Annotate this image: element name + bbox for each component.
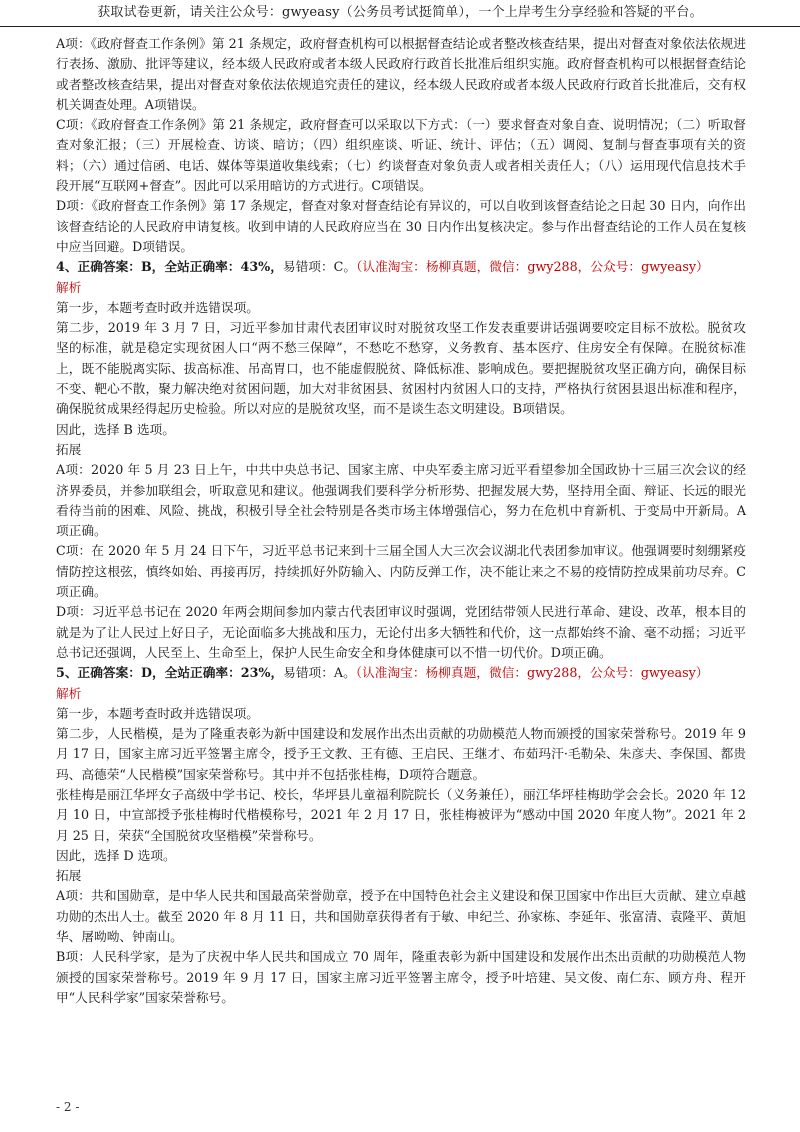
q5-answer-head: 5、正确答案：D，全站正确率：23%，: [56, 665, 284, 681]
q3-option-a-paragraph: A项：《政府督查工作条例》第 21 条规定，政府督查机构可以根据督查结论或者整改核查结果，提出对督查对象依法依规进行表扬、激励、批评等建议，经本级人民政府或者本级人民政府行政首长批准后组织实施。政府督查机构可以根据督查结论或者整改核查结果，提出对督查对象依法依规追究责任的建议，经本级人民政府或者本级人民政府行政首长批准后，交有权机关调查处理。A项错误。: [56, 36, 746, 112]
q4-extend-a: A项：2020 年 5 月 23 日上午，中共中央总书记、国家主席、中央军委主席习近平看望参加全国政协十三届三次会议的经济界委员，并参加联组会，听取意见和建议。他强调我们要科学分析形势、把握发展大势，坚持用全面、辩证、长远的眼光看待当前的困难、风险、挑战，积极引导全社会特别是各类市场主体增强信心，努力在危机中育新机、于变局中开新局。A项正确。: [56, 462, 746, 539]
q3-option-d-paragraph: D项：《政府督查工作条例》第 17 条规定，督查对象对督查结论有异议的，可以自收到该督查结论之日起 30 日内，向作出该督查结论的人民政府申请复核。收到申请的人民政府应当在 30 日内作出复核决定。参与作出督查结论的工作人员在复核中应当回避。D项错误。: [56, 198, 746, 254]
q4-analysis-label: 解析: [56, 279, 82, 295]
q5-promo-text: （认准淘宝：杨柳真题，微信：gwy288，公众号：gwyeasy）: [355, 665, 709, 681]
q5-wrong-option: 易错项：A。: [283, 665, 356, 681]
q4-conclusion: 因此，选择 B 选项。: [56, 421, 175, 437]
q5-step1: 第一步，本题考查时政并选错误项。: [56, 705, 259, 721]
q4-answer-head: 4、正确答案：B，全站正确率：43%，: [56, 259, 283, 275]
q4-extend-label: 拓展: [56, 441, 82, 457]
q4-answer-line: [56, 257, 746, 277]
q5-extend-label: 拓展: [56, 868, 82, 884]
q4-step1: 第一步，本题考查时政并选错误项。: [56, 299, 259, 315]
top-banner: 获取试卷更新，请关注公众号：gwyeasy（公务员考试挺简单），一个上岸考生分享经验和答疑的平台。: [0, 0, 800, 27]
q5-step2: 第二步，人民楷模，是为了隆重表彰为新中国建设和发展作出杰出贡献的功勋模范人物而颁授的国家荣誉称号。2019 年 9 月 17 日，国家主席习近平签署主席令，授予王文教、王有德、王启民、王继才、布茹玛汗·毛勒朵、朱彦夫、李保国、都贵玛、高德荣“人民楷模”国家荣誉称号。其中并不包括张桂梅，D项符合题意。: [56, 726, 746, 782]
q4-extend-c: C项：在 2020 年 5 月 24 日下午，习近平总书记来到十三届全国人大三次会议湖北代表团参加审议。他强调要时刻绷紧疫情防控这根弦，慎终如始、再接再厉，持续抓好外防输入、内防反弹工作，决不能让来之不易的疫情防控成果前功尽弃。C项正确。: [56, 543, 746, 600]
q5-step2-detail: 张桂梅是丽江华坪女子高级中学书记、校长，华坪县儿童福利院院长（义务兼任），丽江华坪桂梅助学会会长。2020 年 12 月 10 日，中宣部授予张桂梅时代楷模称号，2021 年 2 月 17 日，张桂梅被评为“感动中国 2020 年度人物”。2021 年 2 月 25 日，荣获“全国脱贫攻坚楷模”荣誉称号。: [56, 786, 746, 843]
q5-extend-a: A项：共和国勋章，是中华人民共和国最高荣誉勋章，授予在中国特色社会主义建设和保卫国家中作出巨大贡献、建立卓越功勋的杰出人士。截至 2020 年 8 月 11 日，共和国勋章获得者有于敏、申纪兰、孙家栋、李延年、张富清、袁隆平、黄旭华、屠呦呦、钟南山。: [56, 888, 746, 945]
q5-analysis-label: 解析: [56, 685, 82, 701]
q5-conclusion: 因此，选择 D 选项。: [56, 847, 176, 863]
q3-option-c-paragraph: C项：《政府督查工作条例》第 21 条规定，政府督查可以采取以下方式：（一）要求督查对象自查、说明情况；（二）听取督查对象汇报；（三）开展检查、访谈、暗访；（四）组织座谈、听证、统计、评估；（五）调阅、复制与督查事项有关的资料；（六）通过信函、电话、媒体等渠道收集线索；（七）约谈督查对象负责人或者相关责任人；（八）运用现代信息技术手段开展“互联网+督查”。因此可以采用暗访的方式进行。C项错误。: [56, 117, 746, 194]
q4-step2: 第二步，2019 年 3 月 7 日，习近平参加甘肃代表团审议时对脱贫攻坚工作发表重要讲话强调要咬定目标不放松。脱贫攻坚的标准，就是稳定实现贫困人口“两不愁三保障”，不愁吃不愁穿，义务教育、基本医疗、住房安全有保障。在脱贫标准上，既不能脱离实际、拔高标准、吊高胃口，也不能虚假脱贫、降低标准、影响成色。要把握脱贫攻坚正确方向，确保目标不变、靶心不散，聚力解决绝对贫困问题，加大对非贫困县、贫困村内贫困人口的支持，严格执行贫困县退出标准和程序，确保脱贫成果经得起历史检验。所以对应的是脱贫攻坚，而不是谈生态文明建设。B项错误。: [56, 320, 746, 417]
q4-extend-d: D项：习近平总书记在 2020 年两会期间参加内蒙古代表团审议时强调，党团结带领人民进行革命、建设、改革，根本目的就是为了让人民过上好日子，无论面临多大挑战和压力，无论付出多大牺牲和代价，这一点都始终不渝、毫不动摇；习近平总书记还强调，人民至上、生命至上，保护人民生命安全和身体健康可以不惜一切代价。D项正确。: [56, 604, 746, 660]
q4-promo-text: （认准淘宝：杨柳真题，微信：gwy288，公众号：gwyeasy）: [356, 259, 709, 275]
q4-wrong-option: 易错项：C。: [282, 259, 357, 275]
document-body: [56, 34, 746, 1008]
q5-answer-line: [56, 663, 746, 683]
q5-extend-b: B项：人民科学家，是为了庆祝中华人民共和国成立 70 周年，隆重表彰为新中国建设和发展作出杰出贡献的功勋模范人物颁授的国家荣誉称号。2019 年 9 月 17 日，国家主席习近平签署主席令，授予叶培建、吴文俊、南仁东、顾方舟、程开甲“人民科学家”国家荣誉称号。: [56, 949, 746, 1005]
page-number: - 2 -: [56, 1100, 80, 1114]
